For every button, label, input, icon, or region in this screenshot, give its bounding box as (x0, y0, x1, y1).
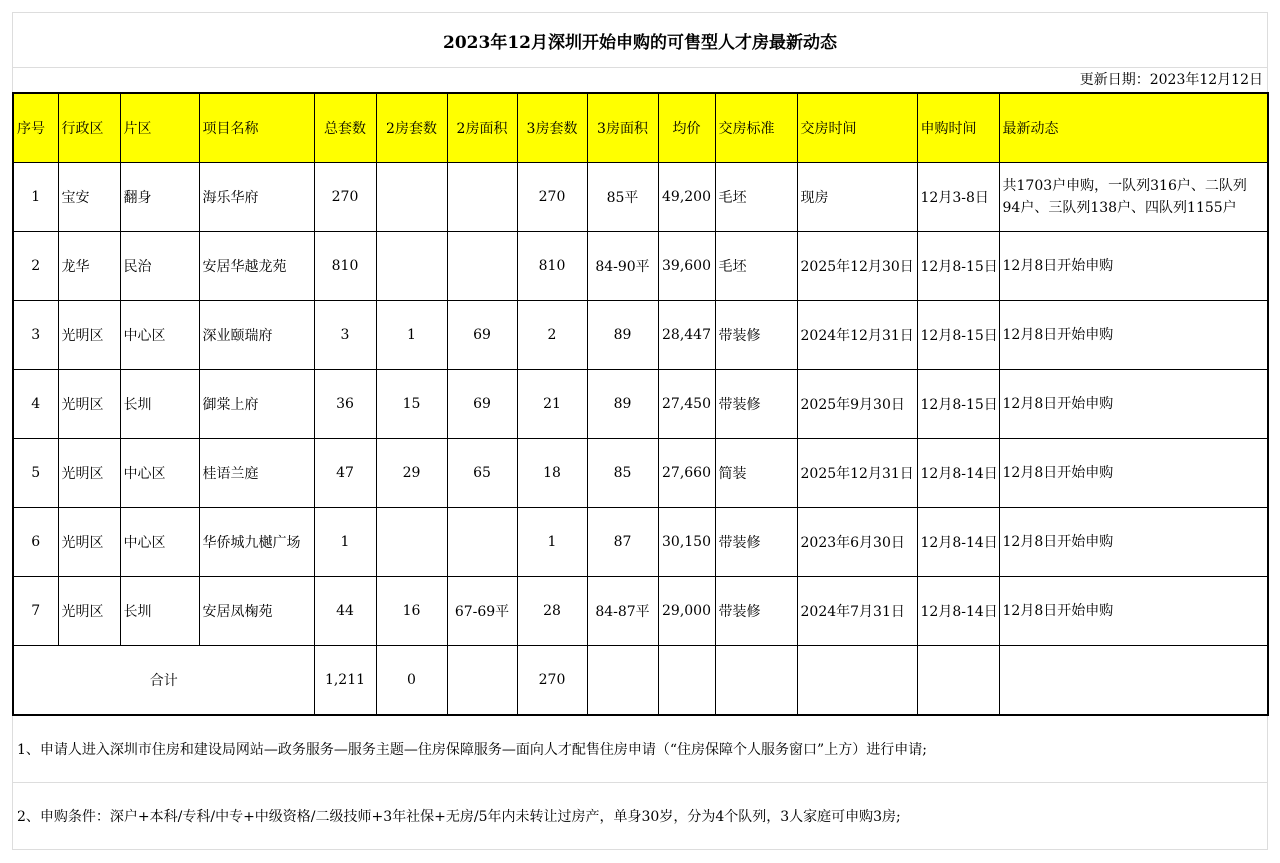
table-row (13, 232, 1268, 301)
table-cell: 中心区 (120, 301, 199, 370)
column-header: 交房时间 (797, 93, 917, 163)
empty-cell (999, 646, 1268, 716)
table-cell: 7 (13, 577, 58, 646)
table-cell: 1 (314, 508, 376, 577)
table-cell: 2024年12月31日 (797, 301, 917, 370)
table-cell: 2023年6月30日 (797, 508, 917, 577)
table-cell: 带装修 (715, 508, 797, 577)
table-cell: 光明区 (58, 370, 120, 439)
table-cell: 65 (447, 439, 517, 508)
table-cell: 18 (517, 439, 587, 508)
table-cell: 36 (314, 370, 376, 439)
table-cell: 28,447 (658, 301, 715, 370)
empty-cell (447, 646, 517, 716)
table-cell: 4 (13, 370, 58, 439)
table-cell: 民治 (120, 232, 199, 301)
table-cell: 12月8-14日 (917, 508, 999, 577)
total-row (13, 646, 1268, 716)
table-cell: 现房 (797, 163, 917, 232)
empty-cell (587, 646, 658, 716)
table-cell: 带装修 (715, 370, 797, 439)
table-cell: 85 (587, 439, 658, 508)
note-2: 2、申购条件：深户+本科/专科/中专+中级资格/二级技师+3年社保+无房/5年内未转让过房产，单身30岁，分为4个队列，3人家庭可申购3房; (12, 783, 1268, 850)
table-cell: 光明区 (58, 508, 120, 577)
table-cell: 12月8-15日 (917, 370, 999, 439)
table-cell: 光明区 (58, 577, 120, 646)
table-cell: 1 (376, 301, 447, 370)
table-cell: 海乐华府 (199, 163, 314, 232)
table-cell: 84-87平 (587, 577, 658, 646)
table-cell: 宝安 (58, 163, 120, 232)
table-cell: 长圳 (120, 577, 199, 646)
table-cell: 1 (517, 508, 587, 577)
table-cell: 光明区 (58, 439, 120, 508)
table-cell (376, 508, 447, 577)
column-header: 片区 (120, 93, 199, 163)
table-cell: 27,450 (658, 370, 715, 439)
table-cell: 2024年7月31日 (797, 577, 917, 646)
table-cell: 69 (447, 370, 517, 439)
table-cell: 12月8日开始申购 (999, 439, 1268, 508)
table-cell: 87 (587, 508, 658, 577)
table-row (13, 508, 1268, 577)
table-cell: 49,200 (658, 163, 715, 232)
table-cell: 29,000 (658, 577, 715, 646)
column-header: 3房套数 (517, 93, 587, 163)
table-cell: 12月8日开始申购 (999, 370, 1268, 439)
table-cell: 12月8-14日 (917, 577, 999, 646)
empty-cell (658, 646, 715, 716)
table-cell: 6 (13, 508, 58, 577)
table-cell (376, 232, 447, 301)
table-cell: 带装修 (715, 301, 797, 370)
empty-cell (715, 646, 797, 716)
column-header: 均价 (658, 93, 715, 163)
table-row (13, 163, 1268, 232)
table-cell: 270 (314, 163, 376, 232)
note-1: 1、申请人进入深圳市住房和建设局网站—政务服务—服务主题—住房保障服务—面向人才配售住房申请（“住房保障个人服务窗口”上方）进行申请; (12, 716, 1268, 783)
table-cell: 带装修 (715, 577, 797, 646)
total-units: 1,211 (314, 646, 376, 716)
table-cell: 2 (517, 301, 587, 370)
table-cell: 华侨城九樾广场 (199, 508, 314, 577)
table-cell: 84-90平 (587, 232, 658, 301)
table-cell (376, 163, 447, 232)
table-cell: 光明区 (58, 301, 120, 370)
table-cell: 桂语兰庭 (199, 439, 314, 508)
table-cell: 69 (447, 301, 517, 370)
table-row (13, 577, 1268, 646)
table-cell: 21 (517, 370, 587, 439)
table-cell: 810 (517, 232, 587, 301)
column-header: 行政区 (58, 93, 120, 163)
table-cell: 2 (13, 232, 58, 301)
empty-cell (917, 646, 999, 716)
table-cell: 89 (587, 301, 658, 370)
table-cell: 共1703户申购，一队列316户、二队列94户、三队列138户、四队列1155户 (999, 163, 1268, 232)
column-header: 项目名称 (199, 93, 314, 163)
table-cell: 2025年12月31日 (797, 439, 917, 508)
table-row (13, 370, 1268, 439)
table-cell: 深业颐瑞府 (199, 301, 314, 370)
table-cell: 12月8日开始申购 (999, 508, 1268, 577)
column-header: 申购时间 (917, 93, 999, 163)
table-cell: 1 (13, 163, 58, 232)
table-cell: 毛坯 (715, 163, 797, 232)
table-cell: 中心区 (120, 508, 199, 577)
table-cell: 28 (517, 577, 587, 646)
table-cell: 810 (314, 232, 376, 301)
table-cell: 御棠上府 (199, 370, 314, 439)
table-cell: 67-69平 (447, 577, 517, 646)
table-cell: 安居凤椈苑 (199, 577, 314, 646)
table-cell: 15 (376, 370, 447, 439)
sheet (12, 12, 1268, 850)
table-cell: 12月8日开始申购 (999, 577, 1268, 646)
table-cell: 龙华 (58, 232, 120, 301)
total-label: 合计 (13, 646, 314, 716)
table-cell: 长圳 (120, 370, 199, 439)
table-cell: 12月8日开始申购 (999, 232, 1268, 301)
column-header: 3房面积 (587, 93, 658, 163)
table-cell: 44 (314, 577, 376, 646)
housing-table (12, 92, 1269, 716)
table-cell: 5 (13, 439, 58, 508)
table-cell: 毛坯 (715, 232, 797, 301)
table-cell: 12月8-15日 (917, 232, 999, 301)
table-cell: 47 (314, 439, 376, 508)
table-row (13, 301, 1268, 370)
column-header: 2房套数 (376, 93, 447, 163)
table-cell: 12月8-14日 (917, 439, 999, 508)
total-3room-units: 270 (517, 646, 587, 716)
table-cell (447, 508, 517, 577)
table-cell: 12月8日开始申购 (999, 301, 1268, 370)
column-header: 交房标准 (715, 93, 797, 163)
table-cell: 29 (376, 439, 447, 508)
table-cell: 89 (587, 370, 658, 439)
table-cell (447, 232, 517, 301)
table-cell: 中心区 (120, 439, 199, 508)
table-cell: 39,600 (658, 232, 715, 301)
table-cell: 安居华越龙苑 (199, 232, 314, 301)
table-cell: 16 (376, 577, 447, 646)
table-cell: 2025年12月30日 (797, 232, 917, 301)
table-cell: 30,150 (658, 508, 715, 577)
table-row (13, 439, 1268, 508)
table-cell: 3 (314, 301, 376, 370)
column-header: 序号 (13, 93, 58, 163)
empty-cell (797, 646, 917, 716)
table-cell: 简装 (715, 439, 797, 508)
column-header: 总套数 (314, 93, 376, 163)
table-cell: 3 (13, 301, 58, 370)
table-cell (447, 163, 517, 232)
page-title: 2023年12月深圳开始申购的可售型人才房最新动态 (12, 12, 1268, 68)
table-cell: 270 (517, 163, 587, 232)
table-cell: 2025年9月30日 (797, 370, 917, 439)
table-cell: 翻身 (120, 163, 199, 232)
table-cell: 85平 (587, 163, 658, 232)
total-2room-units: 0 (376, 646, 447, 716)
table-cell: 27,660 (658, 439, 715, 508)
header-row (13, 93, 1268, 163)
column-header: 2房面积 (447, 93, 517, 163)
table-cell: 12月3-8日 (917, 163, 999, 232)
update-date: 更新日期：2023年12月12日 (12, 68, 1268, 92)
column-header: 最新动态 (999, 93, 1268, 163)
table-cell: 12月8-15日 (917, 301, 999, 370)
